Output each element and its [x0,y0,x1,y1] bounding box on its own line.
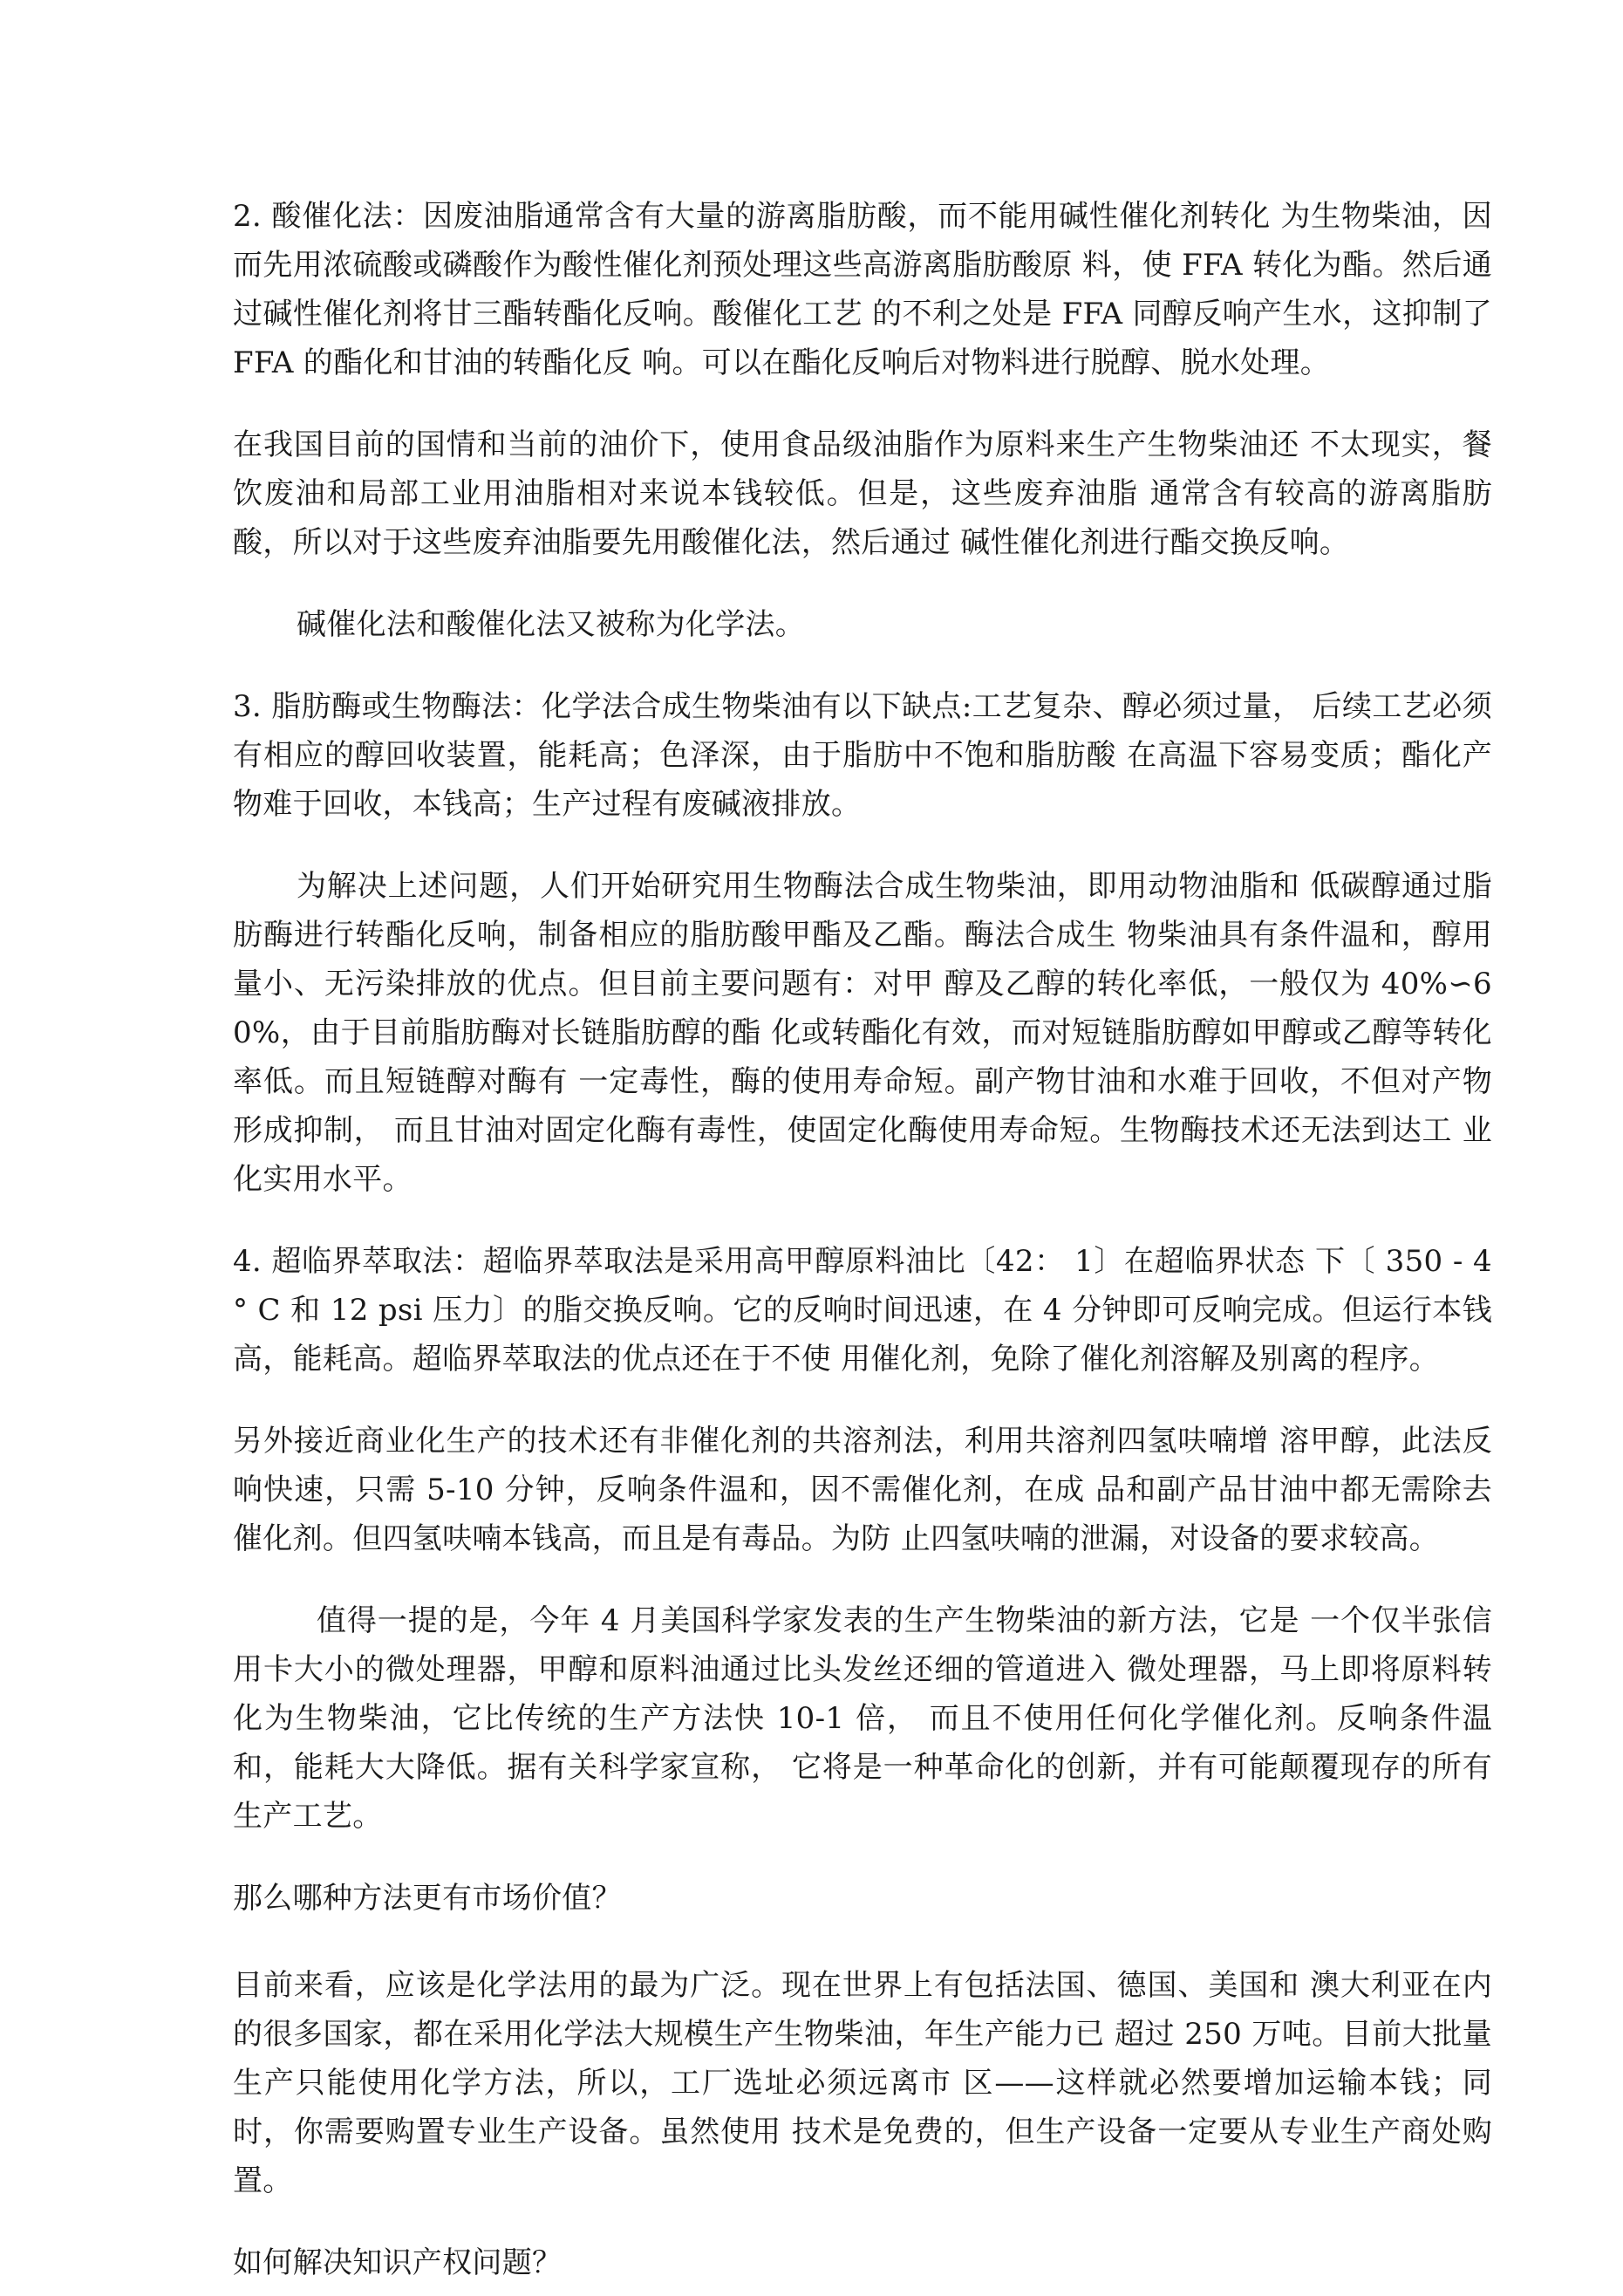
paragraph-market-answer: 目前来看，应该是化学法用的最为广泛。现在世界上有包括法国、德国、美国和 澳大利亚在内的很多国家，都在采用化学法大规模生产生物柴油，年生产能力已 超过 250 万吨。目前大批量生产只能使用化学方法，所以，工厂选址必须远离市 区——这样就必然要增加运输本钱；同时，你需要购置专业生产设备。虽然使用 技术是免费的，但生产设备一定要从专业生产商处购置。 [233,1968,1492,2198]
paragraph-supercritical-method: 4. 超临界萃取法：超临界萃取法是采用高甲醇原料油比〔42： 1〕在超临界状态 下〔 350 - 4 ° C 和 12 psi 压力〕的脂交换反响。它的反响时间迅速，在 4 分钟即可反响完成。但运行本钱高，能耗高。超临界萃取法的优点还在于不使 用催化剂，免除了催化剂溶解及别离的程序。 [233,1244,1492,1377]
paragraph-enzyme-details: 为解决上述问题，人们开始研究用生物酶法合成生物柴油，即用动物油脂和 低碳醇通过脂肪酶进行转酯化反响，制备相应的脂肪酸甲酯及乙酯。酶法合成生 物柴油具有条件温和，醇用量小、无污染排放的优点。但目前主要问题有：对甲 醇及乙醇的转化率低，一般仅为 40%∽60%，由于目前脂肪酶对长链脂肪醇的酯 化或转酯化有效，而对短链脂肪醇如甲醇或乙醇等转化率低。而且短链醇对酶有 一定毒性，酶的使用寿命短。副产物甘油和水难于回收，不但对产物形成抑制， 而且甘油对固定化酶有毒性，使固定化酶使用寿命短。生物酶技术还无法到达工 业化实用水平。 [233,869,1492,1197]
paragraph-china-context: 在我国目前的国情和当前的油价下，使用食品级油脂作为原料来生产生物柴油还 不太现实，餐饮废油和局部工业用油脂相对来说本钱较低。但是，这些废弃油脂 通常含有较高的游离脂肪酸，所以对于这些废弃油脂要先用酸催化法，然后通过 碱性催化剂进行酯交换反响。 [233,427,1492,560]
paragraph-microprocessor-method: 值得一提的是，今年 4 月美国科学家发表的生产生物柴油的新方法，它是 一个仅半张信用卡大小的微处理器，甲醇和原料油通过比头发丝还细的管道进入 微处理器，马上即将原料转化为生物柴油，它比传统的生产方法快 10-1 倍， 而且不使用任何化学催化剂。反响条件温和，能耗大大降低。据有关科学家宣称， 它将是一种革命化的创新，并有可能颠覆现存的所有生产工艺。 [233,1603,1492,1834]
paragraph-acid-catalysis: 2. 酸催化法：因废油脂通常含有大量的游离脂肪酸，而不能用碱性催化剂转化 为生物柴油，因而先用浓硫酸或磷酸作为酸性催化剂预处理这些高游离脂肪酸原 料，使 FFA 转化为酯。然后通过碱性催化剂将甘三酯转酯化反响。酸催化工艺 的不利之处是 FFA 同醇反响产生水，这抑制了 FFA 的酯化和甘油的转酯化反 响。可以在酯化反响后对物料进行脱醇、脱水处理。 [233,199,1492,380]
paragraph-market-question: 那么哪种方法更有市场价值？ [233,1881,622,1916]
paragraph-enzyme-method: 3. 脂肪酶或生物酶法：化学法合成生物柴油有以下缺点:工艺复杂、醇必须过量， 后续工艺必须有相应的醇回收装置，能耗高；色泽深，由于脂肪中不饱和脂肪酸 在高温下容易变质；酯化产物难于回收，本钱高；生产过程有废碱液排放。 [233,689,1492,822]
paragraph-chemical-method-note: 碱催化法和酸催化法又被称为化学法。 [297,607,806,642]
paragraph-cosolvent-method: 另外接近商业化生产的技术还有非催化剂的共溶剂法，利用共溶剂四氢呋喃增 溶甲醇，此法反响快速，只需 5-10 分钟，反响条件温和，因不需催化剂，在成 品和副产品甘油中都无需除去催化剂。但四氢呋喃本钱高，而且是有毒品。为防 止四氢呋喃的泄漏，对设备的要求较高。 [233,1424,1492,1556]
paragraph-ip-question: 如何解决知识产权问题？ [233,2245,563,2280]
